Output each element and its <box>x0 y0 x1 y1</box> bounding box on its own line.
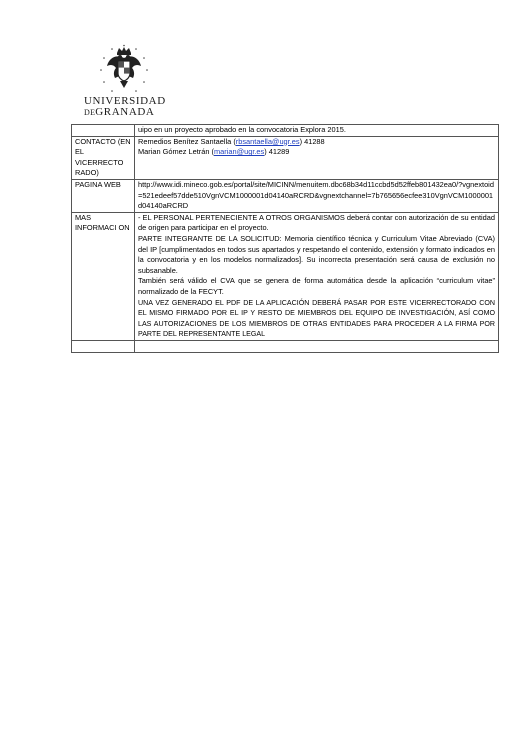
table-row-empty <box>72 340 499 352</box>
table-row <box>72 125 499 137</box>
university-name-line1: UNIVERSIDAD <box>84 95 166 107</box>
table-row <box>72 179 499 212</box>
contact-person-1: Remedios Benítez Santaella (rbsantaella@ugr.es) 41288 <box>138 136 325 146</box>
table-row <box>72 136 499 179</box>
university-logo <box>84 44 168 120</box>
university-name <box>84 96 174 118</box>
contact-person-2: Marian Gómez Letrán (marian@ugr.es) 41289 <box>138 147 290 157</box>
contact-cell <box>135 136 499 179</box>
contact-email-link-2[interactable]: marian@ugr.es <box>214 147 265 157</box>
table-cell-empty <box>72 340 135 352</box>
contact-email-link-1[interactable]: rbsantaella@ugr.es <box>235 136 300 146</box>
more-info-paragraph-1: - EL PERSONAL PERTENECIENTE A OTROS ORGANISMOS deberá contar con autorización de su entidad de origen para participar en el proyecto. <box>138 212 495 233</box>
more-info-label: MAS INFORMACI ON <box>72 212 135 340</box>
call-info-table <box>71 124 499 353</box>
more-info-paragraph-4: UNA VEZ GENERADO EL PDF DE LA APLICACIÓN DEBERÁ PASAR POR ESTE VICERRECTORADO CON EL MISMO FIRMADO POR EL IP Y RESTO DE MIEMBROS DEL EQUIPO DE INVESTIGACIÓN, ASÍ COMO LAS AUTORIZACIONES DE LOS MIEMBROS DE OTRAS ENTIDADES PARA PROCEDER A LA FIRMA POR PARTE DEL REPRESENTANTE LEGAL <box>138 298 495 339</box>
more-info-paragraph-2: PARTE INTEGRANTE DE LA SOLICITUD: Memoria científico técnica y Curriculum Vitae Abreviado (CVA) del IP [cumplimentados en todos sus apartados y respetando el contenido, extensión y formato indicados en la convocatoria y en los modelos normalizados]. Su incorrecta presentación será causa de exclusión no subsanable. <box>138 233 495 275</box>
intro-cell: uipo en un proyecto aprobado en la convocatoria Explora 2015. <box>135 125 499 137</box>
more-info-paragraph-3: También será válido el CVA que se genera de forma automática desde la aplicación “curriculum vitae” normalizado de la FECYT. <box>138 276 495 296</box>
university-name-line2: DEGRANADA <box>84 106 155 118</box>
table-row <box>72 212 499 340</box>
table-cell-empty <box>72 125 135 137</box>
table-cell-empty <box>135 340 499 352</box>
coat-of-arms-icon <box>98 44 150 96</box>
web-label: PAGINA WEB <box>72 179 135 212</box>
contact-label: CONTACTO (EN EL VICERRECTO RADO) <box>72 136 135 179</box>
more-info-cell <box>135 212 499 340</box>
web-url[interactable]: http://www.idi.mineco.gob.es/portal/site/MICINN/menuitem.dbc68b34d11ccbd5d52ffeb801432ea0/?vgnextoid=521edeef57dde510VgnVCM1000001d04140aRCRD&vgnextchannel=7b765656ecfee310VgnVCM1000001d04140aRCRD <box>135 179 499 212</box>
